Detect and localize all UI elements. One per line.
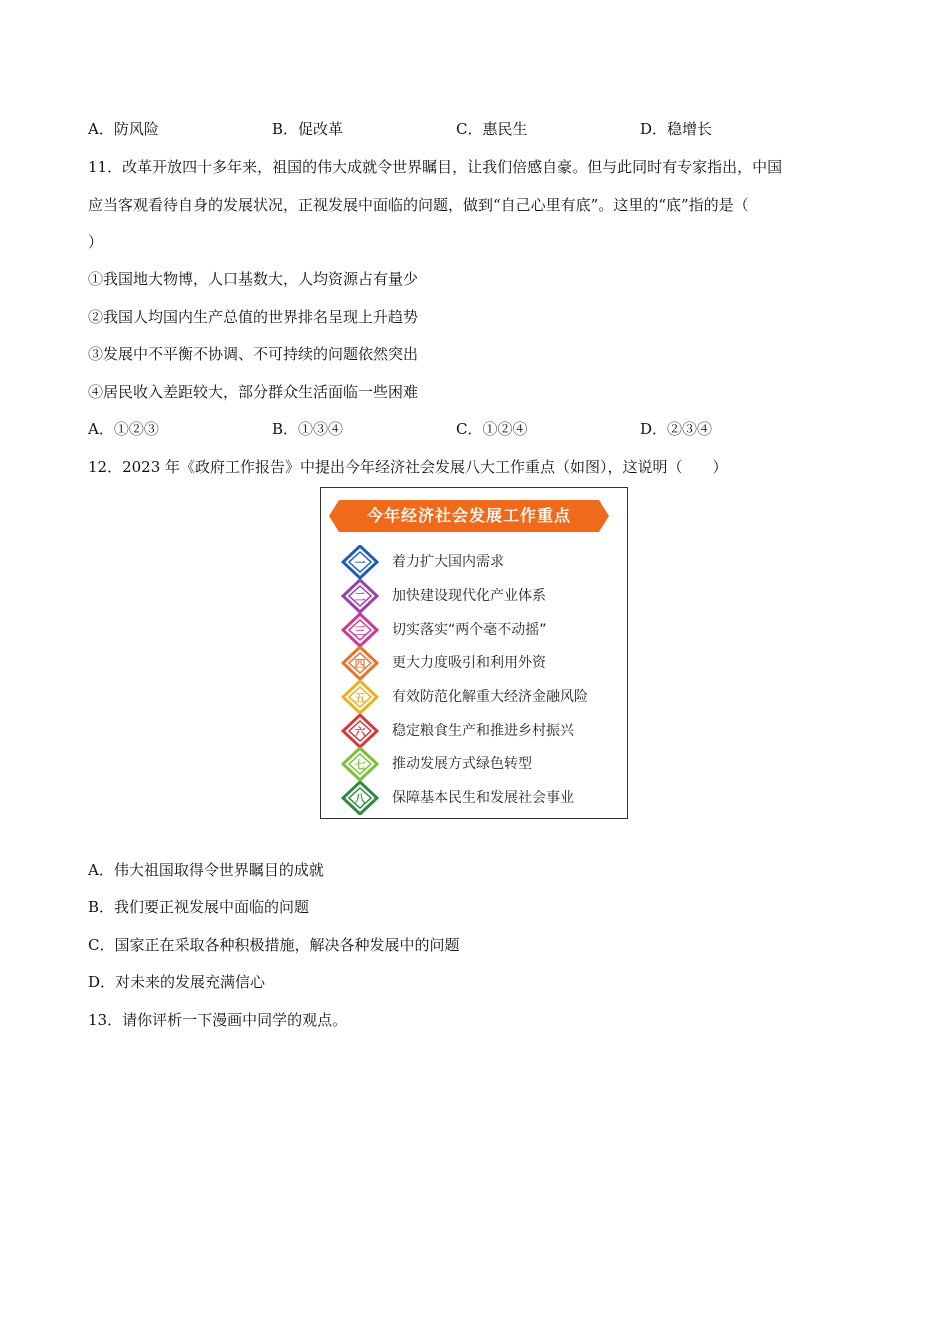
priority-text: 保障基本民生和发展社会事业: [392, 790, 574, 806]
priority-number-badge: [341, 714, 379, 748]
svg-text:八: 八: [354, 792, 366, 806]
work-priorities-figure: [320, 487, 628, 819]
priority-text: 着力扩大国内需求: [392, 554, 504, 570]
priority-item-7: [341, 747, 621, 781]
priority-text: 更大力度吸引和利用外资: [392, 655, 546, 671]
svg-text:一: 一: [354, 556, 366, 570]
svg-text:六: 六: [354, 725, 366, 739]
priority-number-badge: [341, 646, 379, 680]
priority-item-2: [341, 579, 621, 613]
q11-option-d: D．②③④: [640, 420, 713, 438]
priority-text: 稳定粮食生产和推进乡村振兴: [392, 723, 574, 739]
q11-stem-line-2: 应当客观看待自身的发展状况，正视发展中面临的问题，做到“自己心里有底”。这里的“底”指的是（: [88, 196, 749, 214]
svg-text:四: 四: [354, 657, 366, 671]
q10-option-a: A．防风险: [88, 120, 159, 138]
figure-banner-title: 今年经济社会发展工作重点: [366, 506, 571, 525]
q12-option-a: A．伟大祖国取得令世界瞩目的成就: [88, 861, 324, 879]
priority-item-1: [341, 545, 621, 579]
figure-banner: [329, 500, 609, 532]
q11-option-c: C．①②④: [456, 420, 528, 438]
priority-number-badge: [341, 613, 379, 647]
priority-text: 推动发展方式绿色转型: [392, 756, 532, 772]
priority-item-4: [341, 646, 621, 680]
q13-stem: 13．请你评析一下漫画中同学的观点。: [88, 1011, 348, 1029]
q10-option-b: B．促改革: [272, 120, 344, 138]
priority-number-badge: [341, 579, 379, 613]
q11-stem-line-1: 11．改革开放四十多年来，祖国的伟大成就令世界瞩目，让我们倍感自豪。但与此同时有专家指出，中国: [88, 158, 783, 176]
priority-text: 加快建设现代化产业体系: [392, 588, 546, 604]
q12-option-b: B．我们要正视发展中面临的问题: [88, 898, 310, 916]
priority-item-6: [341, 714, 621, 748]
q10-option-d: D．稳增长: [640, 120, 713, 138]
q11-option-a: A．①②③: [88, 420, 159, 438]
q11-statement-4: ④居民收入差距较大，部分群众生活面临一些困难: [88, 383, 419, 401]
priority-number-badge: [341, 680, 379, 714]
priority-item-5: [341, 680, 621, 714]
q12-option-d: D．对未来的发展充满信心: [88, 973, 266, 991]
q11-option-b: B．①③④: [272, 420, 344, 438]
svg-text:七: 七: [354, 758, 366, 772]
priority-item-3: [341, 613, 621, 647]
q10-option-c: C．惠民生: [456, 120, 528, 138]
svg-text:三: 三: [354, 624, 366, 638]
q12-stem: 12．2023 年《政府工作报告》中提出今年经济社会发展八大工作重点（如图），这说明（ ）: [88, 458, 728, 476]
q12-option-c: C．国家正在采取各种积极措施，解决各种发展中的问题: [88, 936, 460, 954]
priority-number-badge: [341, 747, 379, 781]
priority-number-badge: [341, 781, 379, 815]
priority-text: 切实落实“两个毫不动摇”: [392, 622, 547, 638]
priority-text: 有效防范化解重大经济金融风险: [392, 689, 588, 705]
q11-statement-3: ③发展中不平衡不协调、不可持续的问题依然突出: [88, 345, 419, 363]
svg-text:二: 二: [354, 590, 366, 604]
q11-stem-line-3: ）: [88, 233, 104, 251]
priority-item-8: [341, 781, 621, 815]
q11-statement-1: ①我国地大物博，人口基数大，人均资源占有量少: [88, 270, 419, 288]
svg-text:五: 五: [354, 691, 366, 705]
priority-number-badge: [341, 545, 379, 579]
q11-statement-2: ②我国人均国内生产总值的世界排名呈现上升趋势: [88, 308, 419, 326]
